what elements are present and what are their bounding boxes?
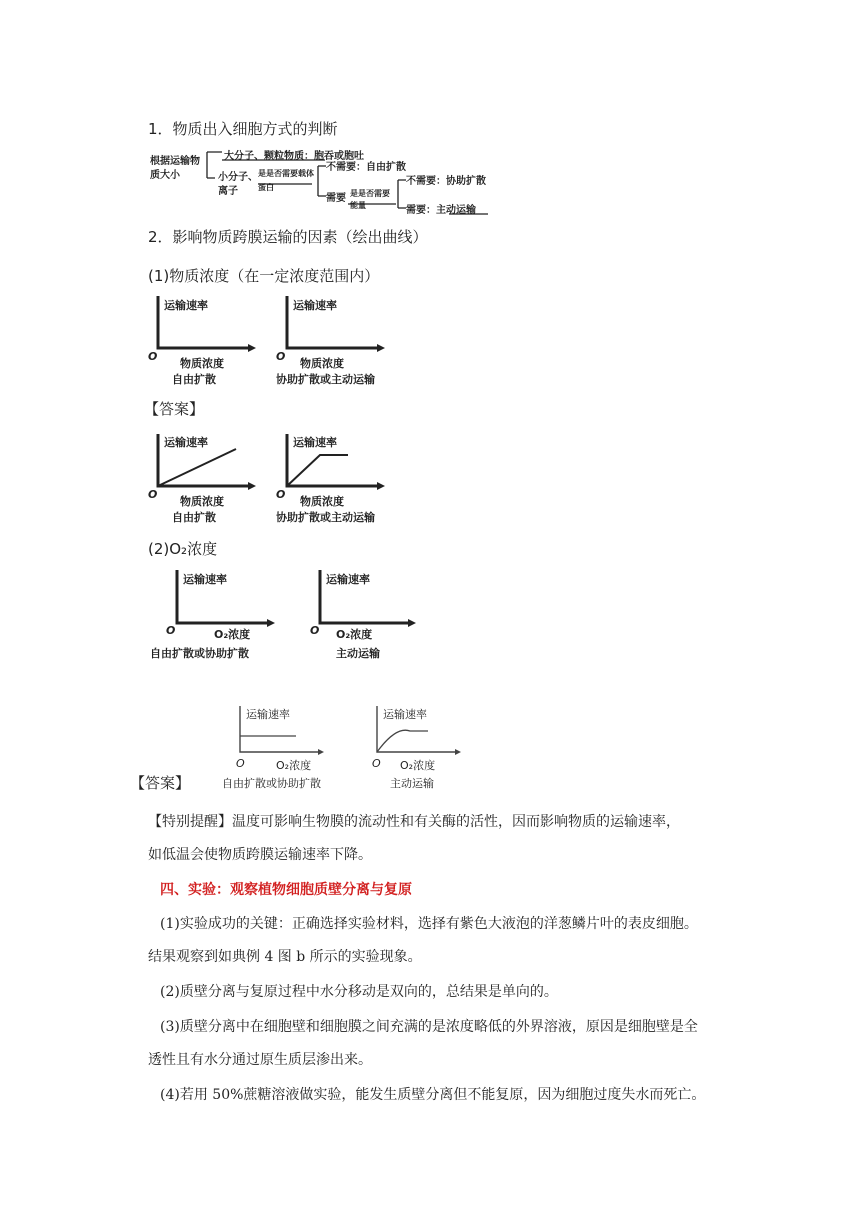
origin-label: O [166, 624, 176, 637]
saturation-curve [377, 730, 428, 752]
graph-caption: 自由扩散或协助扩散 [150, 647, 249, 660]
graph-caption: 自由扩散 [172, 373, 216, 386]
origin-label: O [310, 624, 320, 637]
origin-label: O [236, 757, 245, 770]
x-axis-label: O₂浓度 [214, 628, 251, 641]
x-axis-label: 物质浓度 [180, 357, 224, 370]
tree-q-carrier: 是是否需要载体蛋白 [258, 169, 314, 192]
answer-label-1: 【答案】 [144, 400, 205, 418]
tree-big-molecule: 大分子、颗粒物质：胞吞或胞吐 [224, 151, 364, 162]
item-4: (4)若用 50%蔗糖溶液做实验，能发生质壁分离但不能复原，因为细胞过度失水而死亡。 [160, 1087, 706, 1103]
y-axis-label: 运输速率 [183, 573, 227, 586]
y-axis-label: 运输速率 [383, 708, 427, 721]
y-axis-label: 运输速率 [164, 436, 208, 449]
tree-root: 根据运输物质大小 [150, 156, 200, 181]
tip-line-1: 【特别提醒】温度可影响生物膜的流动性和有关酶的活性，因而影响物质的运输速率， [148, 814, 680, 830]
item-3-line-2: 透性且有水分通过原生质层渗出来。 [148, 1052, 372, 1068]
tree-no-energy: 不需要：协助扩散 [406, 176, 486, 187]
origin-label: O [276, 488, 286, 501]
origin-label: O [372, 757, 381, 770]
graph-caption: 自由扩散或协助扩散 [222, 777, 321, 790]
x-axis-label: 物质浓度 [180, 495, 224, 508]
graph-caption: 自由扩散 [172, 511, 216, 524]
x-axis-label: O₂浓度 [276, 759, 312, 772]
x-axis-label: 物质浓度 [300, 357, 344, 370]
y-axis-label: 运输速率 [326, 573, 370, 586]
tip-line-2: 如低温会使物质跨膜运输速率下降。 [148, 847, 372, 863]
y-axis-label: 运输速率 [246, 708, 290, 721]
tree-yes-energy: 需要：主动运输 [406, 205, 476, 216]
graph-caption: 协助扩散或主动运输 [276, 373, 375, 386]
graph-caption: 协助扩散或主动运输 [276, 511, 375, 524]
subsection-1-title: (1)物质浓度（在一定浓度范围内） [148, 267, 380, 285]
section-4-title: 四、实验：观察植物细胞质壁分离与复原 [160, 882, 412, 898]
item-1-line-2: 结果观察到如典例 4 图 b 所示的实验现象。 [148, 949, 422, 965]
tree-no-carrier: 不需要：自由扩散 [326, 162, 406, 173]
x-axis-label: 物质浓度 [300, 495, 344, 508]
item-1-line-1: (1)实验成功的关键：正确选择实验材料，选择有紫色大液泡的洋葱鳞片叶的表皮细胞。 [160, 916, 698, 932]
graph-caption: 主动运输 [336, 647, 380, 660]
origin-label: O [276, 350, 286, 363]
origin-label: O [148, 488, 158, 501]
x-axis-label: O₂浓度 [400, 759, 436, 772]
tree-need-carrier: 需要 [326, 193, 346, 204]
item-2: (2)质壁分离与复原过程中水分移动是双向的，总结果是单向的。 [160, 984, 558, 1000]
section-2-title: 2．影响物质跨膜运输的因素（绘出曲线） [148, 228, 428, 246]
x-axis-label: O₂浓度 [336, 628, 373, 641]
y-axis-label: 运输速率 [293, 436, 337, 449]
section-1-title: 1．物质出入细胞方式的判断 [148, 120, 338, 138]
tree-small-molecule: 小分子、离子 [218, 172, 258, 197]
y-axis-label: 运输速率 [293, 299, 337, 312]
answer-label-2: 【答案】 [130, 774, 191, 792]
y-axis-label: 运输速率 [164, 299, 208, 312]
origin-label: O [148, 350, 158, 363]
item-3-line-1: (3)质壁分离中在细胞壁和细胞膜之间充满的是浓度略低的外界溶液，原因是细胞壁是全 [160, 1019, 698, 1035]
subsection-2-title: (2)O₂浓度 [148, 540, 218, 558]
graph-caption: 主动运输 [390, 777, 434, 790]
tree-q-energy: 是是否需要能量 [350, 189, 390, 210]
